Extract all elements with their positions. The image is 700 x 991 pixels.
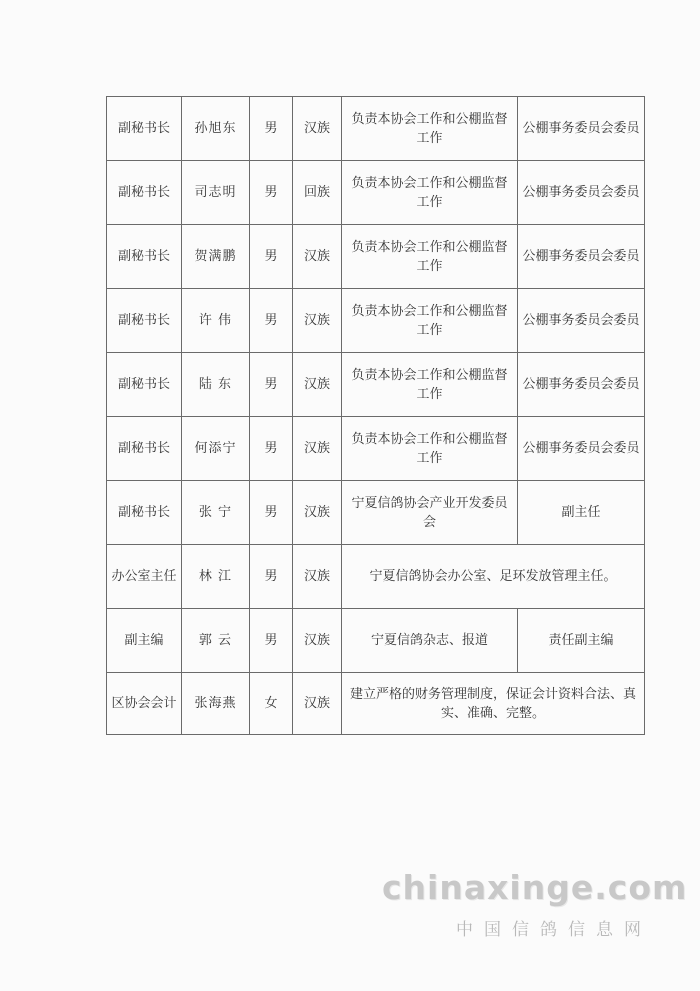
duty-cell: 负责本协会工作和公棚监督工作 xyxy=(342,353,518,417)
title-cell: 副秘书长 xyxy=(107,97,182,161)
table-row xyxy=(107,481,645,545)
name-cell: 贺满鹏 xyxy=(182,225,250,289)
post-cell: 责任副主编 xyxy=(518,609,645,673)
name-cell: 陆 东 xyxy=(182,353,250,417)
sex-cell: 男 xyxy=(250,225,293,289)
table-row xyxy=(107,673,645,735)
duty-merged-cell: 建立严格的财务管理制度，保证会计资料合法、真实、准确、完整。 xyxy=(342,673,645,735)
table-row xyxy=(107,289,645,353)
duty-merged-cell: 宁夏信鸽协会办公室、足环发放管理主任。 xyxy=(342,545,645,609)
table-row xyxy=(107,353,645,417)
title-cell: 办公室主任 xyxy=(107,545,182,609)
ethnicity-cell: 汉族 xyxy=(293,225,342,289)
ethnicity-cell: 汉族 xyxy=(293,481,342,545)
sex-cell: 男 xyxy=(250,289,293,353)
post-cell: 公棚事务委员会委员 xyxy=(518,289,645,353)
title-cell: 副主编 xyxy=(107,609,182,673)
ethnicity-cell: 汉族 xyxy=(293,97,342,161)
sex-cell: 男 xyxy=(250,97,293,161)
sex-cell: 男 xyxy=(250,161,293,225)
duty-cell: 宁夏信鸽协会产业开发委员会 xyxy=(342,481,518,545)
name-cell: 司志明 xyxy=(182,161,250,225)
ethnicity-cell: 汉族 xyxy=(293,673,342,735)
post-cell: 副主任 xyxy=(518,481,645,545)
table-row xyxy=(107,225,645,289)
ethnicity-cell: 汉族 xyxy=(293,353,342,417)
site-watermark xyxy=(382,868,688,940)
name-cell: 许 伟 xyxy=(182,289,250,353)
duty-cell: 负责本协会工作和公棚监督工作 xyxy=(342,225,518,289)
title-cell: 副秘书长 xyxy=(107,225,182,289)
title-cell: 副秘书长 xyxy=(107,353,182,417)
ethnicity-cell: 汉族 xyxy=(293,417,342,481)
title-cell: 副秘书长 xyxy=(107,481,182,545)
title-cell: 副秘书长 xyxy=(107,417,182,481)
duty-cell: 负责本协会工作和公棚监督工作 xyxy=(342,161,518,225)
title-cell: 副秘书长 xyxy=(107,161,182,225)
name-cell: 张 宁 xyxy=(182,481,250,545)
name-cell: 张海燕 xyxy=(182,673,250,735)
ethnicity-cell: 汉族 xyxy=(293,609,342,673)
sex-cell: 男 xyxy=(250,481,293,545)
name-cell: 孙旭东 xyxy=(182,97,250,161)
table-row xyxy=(107,609,645,673)
table-row xyxy=(107,97,645,161)
duty-cell: 宁夏信鸽杂志、报道 xyxy=(342,609,518,673)
watermark-site-name: 中国信鸽信息网 xyxy=(456,920,652,940)
sex-cell: 女 xyxy=(250,673,293,735)
name-cell: 何添宁 xyxy=(182,417,250,481)
roster-table xyxy=(106,96,645,735)
watermark-domain: chinaxinge.com xyxy=(382,868,688,907)
post-cell: 公棚事务委员会委员 xyxy=(518,417,645,481)
sex-cell: 男 xyxy=(250,545,293,609)
duty-cell: 负责本协会工作和公棚监督工作 xyxy=(342,289,518,353)
sex-cell: 男 xyxy=(250,417,293,481)
ethnicity-cell: 回族 xyxy=(293,161,342,225)
duty-cell: 负责本协会工作和公棚监督工作 xyxy=(342,417,518,481)
table-row xyxy=(107,417,645,481)
name-cell: 郭 云 xyxy=(182,609,250,673)
sex-cell: 男 xyxy=(250,353,293,417)
duty-cell: 负责本协会工作和公棚监督工作 xyxy=(342,97,518,161)
table-row xyxy=(107,161,645,225)
table-row xyxy=(107,545,645,609)
post-cell: 公棚事务委员会委员 xyxy=(518,353,645,417)
sex-cell: 男 xyxy=(250,609,293,673)
post-cell: 公棚事务委员会委员 xyxy=(518,225,645,289)
ethnicity-cell: 汉族 xyxy=(293,289,342,353)
ethnicity-cell: 汉族 xyxy=(293,545,342,609)
name-cell: 林 江 xyxy=(182,545,250,609)
post-cell: 公棚事务委员会委员 xyxy=(518,161,645,225)
post-cell: 公棚事务委员会委员 xyxy=(518,97,645,161)
title-cell: 区协会会计 xyxy=(107,673,182,735)
title-cell: 副秘书长 xyxy=(107,289,182,353)
